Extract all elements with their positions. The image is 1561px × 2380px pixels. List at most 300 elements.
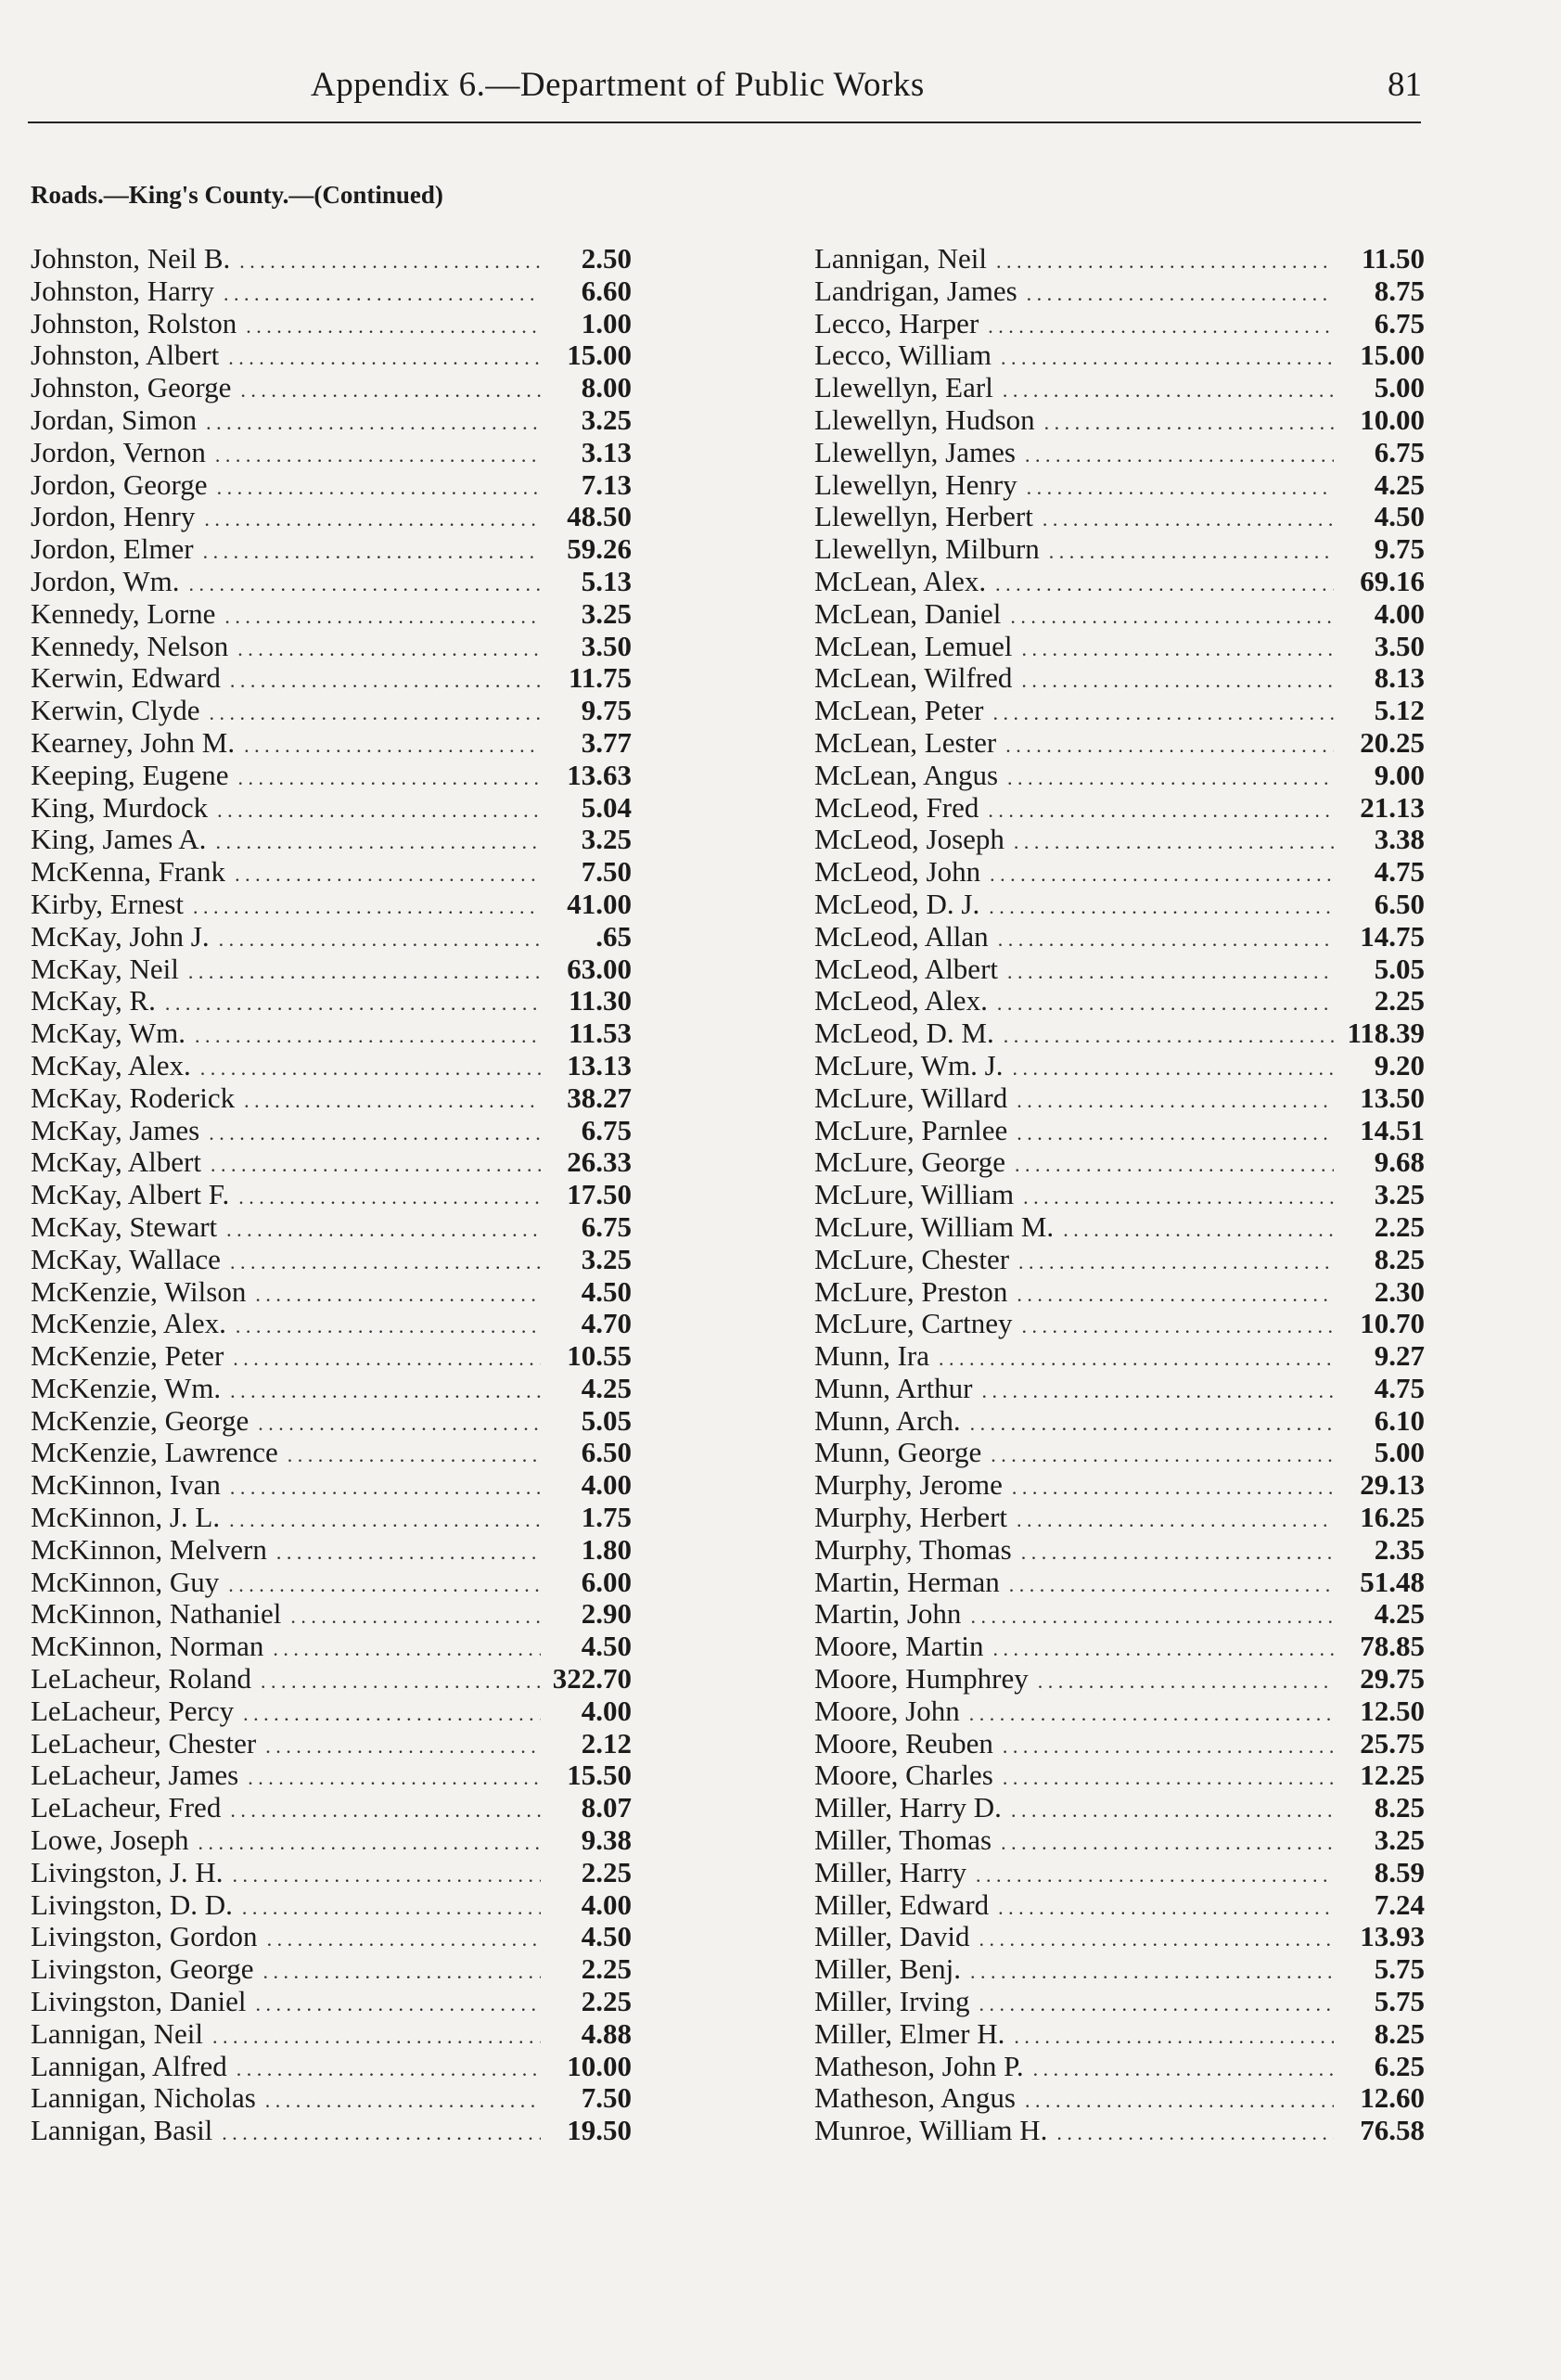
dot-leader	[244, 1082, 541, 1118]
entry-name: Martin, Herman	[814, 1565, 1000, 1598]
entry-name: Landrigan, James	[814, 274, 1017, 307]
dot-leader	[258, 1405, 541, 1440]
list-item	[814, 1534, 1425, 1567]
dot-leader	[1014, 2018, 1334, 2054]
dot-leader	[165, 985, 541, 1020]
entry-name: McKenzie, Wm.	[31, 1371, 222, 1404]
entry-name: King, Murdock	[31, 790, 209, 824]
entry-amount: 5.75	[1374, 1952, 1425, 1986]
entry-name: McLure, George	[814, 1145, 1006, 1179]
list-item	[814, 1050, 1425, 1082]
dot-leader	[210, 695, 541, 730]
entry-name: McLean, Wilfred	[814, 661, 1013, 695]
list-item	[814, 1405, 1425, 1438]
entry-name: McKay, Wm.	[31, 1017, 186, 1050]
entry-amount: 9.38	[581, 1823, 632, 1857]
entry-amount: 29.13	[1360, 1468, 1425, 1502]
list-item	[31, 985, 632, 1017]
entry-name: Miller, Edward	[814, 1887, 990, 1921]
entry-amount: 10.70	[1360, 1307, 1425, 1340]
list-item	[31, 921, 632, 953]
dot-leader	[1003, 1728, 1334, 1763]
dot-leader	[204, 501, 541, 536]
dot-leader	[215, 437, 541, 472]
entry-name: McKinnon, J. L.	[31, 1501, 221, 1534]
list-item	[31, 1115, 632, 1147]
dot-leader	[1044, 404, 1334, 440]
page-number: 81	[1388, 66, 1422, 104]
list-item	[31, 566, 632, 598]
dot-leader	[970, 1405, 1334, 1440]
entry-name: LeLacheur, Percy	[31, 1694, 235, 1727]
entry-amount: 11.30	[568, 984, 632, 1017]
dot-leader	[230, 662, 541, 697]
entry-name: King, James A.	[31, 823, 207, 856]
dot-leader	[215, 824, 541, 859]
entry-amount: 14.51	[1360, 1113, 1425, 1146]
entry-amount: 2.25	[581, 1985, 632, 2018]
dot-leader	[1025, 437, 1334, 472]
entry-amount: 17.50	[567, 1178, 632, 1211]
entry-amount: 3.50	[581, 629, 632, 662]
entry-amount: 6.75	[581, 1209, 632, 1243]
dot-leader	[996, 243, 1334, 278]
list-item	[31, 1437, 632, 1469]
entry-amount: 4.00	[581, 1887, 632, 1921]
entry-name: McLeod, John	[814, 855, 981, 889]
dot-leader	[230, 1244, 541, 1279]
entry-name: Jordon, Wm.	[31, 564, 180, 597]
entry-amount: 3.25	[581, 1242, 632, 1275]
dot-leader	[1021, 1308, 1334, 1343]
list-item	[814, 1437, 1425, 1469]
list-item	[814, 372, 1425, 404]
list-item	[31, 308, 632, 340]
list-item	[814, 921, 1425, 953]
entry-name: LeLacheur, Fred	[31, 1791, 222, 1824]
entry-name: LeLacheur, Chester	[31, 1726, 257, 1759]
entry-amount: 6.60	[581, 274, 632, 307]
dot-leader	[188, 566, 541, 601]
entry-name: Matheson, John P.	[814, 2049, 1024, 2082]
list-item	[31, 339, 632, 372]
dot-leader	[1003, 372, 1334, 407]
list-item	[814, 275, 1425, 308]
entry-amount: 4.00	[581, 1468, 632, 1502]
dot-leader	[255, 1276, 541, 1312]
list-item	[814, 1469, 1425, 1502]
entry-name: Munn, Arch.	[814, 1403, 961, 1437]
list-item	[814, 2051, 1425, 2083]
entry-name: Jordan, Simon	[31, 403, 198, 436]
list-item	[31, 1502, 632, 1534]
entry-name: McLean, Peter	[814, 694, 984, 727]
dot-leader	[1033, 2051, 1334, 2086]
entry-amount: 4.88	[581, 2016, 632, 2050]
dot-leader	[1007, 953, 1334, 989]
entry-amount: 4.70	[581, 1307, 632, 1340]
list-item	[814, 695, 1425, 727]
entry-name: McKenzie, Peter	[31, 1339, 224, 1373]
entry-name: Livingston, George	[31, 1952, 254, 1986]
dot-leader	[1027, 275, 1334, 311]
entry-name: Moore, John	[814, 1694, 960, 1727]
entry-name: Kirby, Ernest	[31, 887, 185, 920]
entry-name: Livingston, Daniel	[31, 1985, 247, 2018]
dot-leader	[267, 1921, 541, 1956]
dot-leader	[235, 856, 541, 891]
entry-name: Lannigan, Alfred	[31, 2049, 227, 2082]
list-item	[31, 1567, 632, 1599]
dot-leader	[1005, 727, 1334, 762]
entry-name: Munroe, William H.	[814, 2114, 1048, 2147]
entry-amount: 7.24	[1374, 1887, 1425, 1921]
entry-amount: 5.12	[1374, 694, 1425, 727]
list-item	[31, 1082, 632, 1115]
entry-amount: 8.25	[1374, 1791, 1425, 1824]
dot-leader	[1021, 631, 1334, 666]
list-item	[814, 2018, 1425, 2051]
entry-amount: 4.75	[1374, 1371, 1425, 1404]
list-item	[814, 1792, 1425, 1824]
dot-leader	[224, 275, 541, 311]
entry-name: Johnston, Neil B.	[31, 242, 231, 275]
dot-leader	[230, 1469, 541, 1504]
entry-amount: 41.00	[567, 887, 632, 920]
dot-leader	[1038, 1663, 1334, 1698]
list-item	[31, 1598, 632, 1631]
list-item	[814, 308, 1425, 340]
entry-amount: 6.75	[1374, 435, 1425, 468]
entry-amount: 3.50	[1374, 629, 1425, 662]
entry-name: Llewellyn, Milburn	[814, 532, 1040, 566]
entry-amount: 10.55	[567, 1339, 632, 1373]
entry-amount: 8.00	[581, 371, 632, 404]
dot-leader	[1021, 1534, 1334, 1569]
entry-name: Kennedy, Nelson	[31, 629, 229, 662]
entry-name: McLean, Lester	[814, 725, 997, 759]
dot-leader	[1056, 2115, 1334, 2150]
entry-name: Moore, Humphrey	[814, 1662, 1029, 1695]
entry-name: Kearney, John M.	[31, 725, 236, 759]
entry-name: McKenzie, George	[31, 1403, 250, 1437]
entry-name: Johnston, Albert	[31, 339, 220, 372]
entry-amount: 13.63	[567, 758, 632, 791]
dot-leader	[228, 1567, 541, 1602]
dot-leader	[265, 2082, 541, 2118]
entry-name: McLure, Willard	[814, 1081, 1008, 1114]
entry-amount: 6.00	[581, 1565, 632, 1598]
entry-amount: 3.25	[581, 596, 632, 630]
entry-amount: 10.00	[567, 2049, 632, 2082]
entry-amount: 76.58	[1360, 2114, 1425, 2147]
list-item	[814, 631, 1425, 663]
dot-leader	[1043, 501, 1334, 536]
entry-amount: 5.00	[1374, 371, 1425, 404]
entry-amount: 118.39	[1347, 1017, 1425, 1050]
dot-leader	[970, 1598, 1334, 1633]
list-item	[814, 1953, 1425, 1986]
dot-leader	[195, 1017, 541, 1053]
entry-name: McKay, Wallace	[31, 1242, 221, 1275]
list-item	[814, 501, 1425, 533]
entry-amount: 11.53	[568, 1017, 632, 1050]
dot-leader	[230, 1792, 541, 1827]
entry-amount: 2.25	[1374, 1209, 1425, 1243]
entry-name: LeLacheur, James	[31, 1759, 239, 1792]
list-item	[31, 1953, 632, 1986]
running-head: Appendix 6.—Department of Public Works	[311, 66, 925, 104]
entry-amount: 1.80	[581, 1532, 632, 1566]
dot-leader	[273, 1631, 541, 1666]
dot-leader	[230, 1373, 541, 1408]
entry-amount: 2.12	[581, 1726, 632, 1759]
entry-name: Jordon, Henry	[31, 500, 196, 533]
entry-name: McKay, James	[31, 1113, 200, 1146]
dot-leader	[1017, 1082, 1334, 1118]
entry-amount: 8.07	[581, 1791, 632, 1824]
entry-amount: 1.75	[581, 1501, 632, 1534]
entry-amount: 2.90	[581, 1597, 632, 1631]
entry-name: Munn, Arthur	[814, 1371, 973, 1404]
entry-amount: 6.75	[581, 1113, 632, 1146]
list-item	[31, 1824, 632, 1857]
entry-name: Munn, George	[814, 1436, 982, 1469]
entry-amount: 2.35	[1374, 1532, 1425, 1566]
entry-amount: 3.25	[581, 823, 632, 856]
entry-name: Keeping, Eugene	[31, 758, 229, 791]
dot-leader	[969, 1695, 1334, 1731]
entry-name: Miller, Harry	[814, 1855, 967, 1888]
list-item	[31, 662, 632, 695]
dot-leader	[240, 372, 541, 407]
dot-leader	[237, 760, 541, 795]
dot-leader	[237, 631, 541, 666]
entry-name: Lowe, Joseph	[31, 1823, 189, 1857]
entry-amount: 6.25	[1374, 2049, 1425, 2082]
entry-name: Martin, John	[814, 1597, 962, 1631]
list-item	[814, 1179, 1425, 1211]
dot-leader	[979, 1986, 1334, 2021]
list-item	[814, 1889, 1425, 1922]
entry-amount: 4.50	[581, 1920, 632, 1953]
list-item	[814, 1308, 1425, 1340]
list-item	[31, 404, 632, 437]
entry-amount: 59.26	[567, 532, 632, 566]
entry-amount: 6.50	[1374, 887, 1425, 920]
entry-name: McLure, Wm. J.	[814, 1048, 1004, 1081]
entry-amount: 69.16	[1360, 564, 1425, 597]
list-item	[814, 760, 1425, 792]
dot-leader	[233, 1857, 541, 1892]
entry-amount: 4.75	[1374, 855, 1425, 889]
entry-amount: 9.00	[1374, 758, 1425, 791]
dot-leader	[1012, 1469, 1334, 1504]
dot-leader	[288, 1437, 541, 1472]
entry-amount: 15.50	[567, 1759, 632, 1792]
dot-leader	[222, 2115, 541, 2150]
list-item	[814, 2115, 1425, 2147]
entry-name: McKay, Albert	[31, 1145, 201, 1179]
list-item	[31, 2115, 632, 2147]
entry-amount: 9.68	[1374, 1145, 1425, 1179]
list-item	[814, 1631, 1425, 1663]
entry-amount: 4.00	[581, 1694, 632, 1727]
list-item	[814, 1146, 1425, 1179]
dot-leader	[290, 1598, 541, 1633]
list-item	[814, 1759, 1425, 1792]
list-item	[814, 1728, 1425, 1760]
entry-name: McKenzie, Lawrence	[31, 1436, 278, 1469]
list-item	[814, 339, 1425, 372]
entry-name: McKay, Neil	[31, 952, 179, 985]
list-item	[814, 1244, 1425, 1276]
entry-amount: 12.50	[1360, 1694, 1425, 1727]
list-item	[31, 824, 632, 856]
entry-amount: 5.00	[1374, 1436, 1425, 1469]
entry-name: Munn, Ira	[814, 1339, 929, 1373]
list-item	[814, 727, 1425, 760]
entry-name: Miller, Thomas	[814, 1823, 992, 1857]
list-item	[31, 437, 632, 469]
list-item	[814, 598, 1425, 631]
entry-amount: 4.00	[1374, 596, 1425, 630]
list-item	[814, 662, 1425, 695]
entry-amount: 8.25	[1374, 2016, 1425, 2050]
entry-name: LeLacheur, Roland	[31, 1662, 252, 1695]
list-item	[814, 437, 1425, 469]
entry-amount: 10.00	[1360, 403, 1425, 436]
list-item	[31, 1986, 632, 2018]
list-item	[814, 856, 1425, 889]
entry-name: Kerwin, Edward	[31, 661, 221, 695]
entry-name: Kennedy, Lorne	[31, 596, 216, 630]
entry-amount: 63.00	[567, 952, 632, 985]
list-item	[31, 1179, 632, 1211]
dot-leader	[243, 1695, 541, 1731]
entry-name: McKenzie, Wilson	[31, 1274, 247, 1308]
dot-leader	[997, 985, 1334, 1020]
entry-name: McLure, Parnlee	[814, 1113, 1008, 1146]
list-item	[814, 1017, 1425, 1050]
entry-amount: 4.25	[1374, 1597, 1425, 1631]
list-item	[31, 1276, 632, 1309]
dot-leader	[992, 695, 1334, 730]
entry-name: Johnston, George	[31, 371, 232, 404]
entry-name: McKinnon, Norman	[31, 1630, 264, 1663]
dot-leader	[188, 953, 541, 989]
entry-amount: 21.13	[1360, 790, 1425, 824]
entry-name: McLeod, Fred	[814, 790, 979, 824]
entry-name: Johnston, Harry	[31, 274, 215, 307]
list-item	[31, 1050, 632, 1082]
list-item	[814, 1115, 1425, 1147]
dot-leader	[261, 1663, 541, 1698]
entry-name: McLeod, D. J.	[814, 887, 980, 920]
dot-leader	[193, 889, 541, 924]
list-item	[31, 856, 632, 889]
entry-name: Lannigan, Neil	[31, 2016, 203, 2050]
dot-leader	[248, 1759, 541, 1795]
entry-name: McLeod, Alex.	[814, 984, 988, 1017]
entry-amount: 19.50	[567, 2114, 632, 2147]
entry-name: McKenna, Frank	[31, 855, 226, 889]
dot-leader	[239, 243, 541, 278]
list-item	[814, 824, 1425, 856]
entry-name: McLure, Cartney	[814, 1307, 1013, 1340]
entry-name: Miller, Irving	[814, 1985, 970, 2018]
entry-amount: 5.75	[1374, 1985, 1425, 2018]
dot-leader	[228, 339, 541, 375]
dot-leader	[242, 1889, 541, 1925]
list-item	[814, 889, 1425, 921]
entry-name: McKay, John J.	[31, 919, 210, 953]
entry-name: Kerwin, Clyde	[31, 694, 200, 727]
dot-leader	[970, 1953, 1334, 1989]
list-item	[814, 1276, 1425, 1309]
dot-leader	[1017, 1276, 1334, 1312]
entry-amount: 4.50	[1374, 500, 1425, 533]
dot-leader	[217, 792, 541, 827]
list-item	[814, 1211, 1425, 1244]
dot-leader	[991, 1437, 1334, 1472]
dot-leader	[276, 1534, 541, 1569]
dot-leader	[1063, 1211, 1334, 1247]
dot-leader	[982, 1373, 1335, 1408]
list-item	[31, 1695, 632, 1728]
entry-name: Jordon, George	[31, 467, 208, 501]
entry-amount: 48.50	[567, 500, 632, 533]
dot-leader	[1027, 469, 1334, 505]
list-item	[31, 1728, 632, 1760]
list-item	[31, 1244, 632, 1276]
dot-leader	[212, 2018, 541, 2054]
entry-amount: 2.50	[581, 242, 632, 275]
entry-name: Miller, Benj.	[814, 1952, 962, 1986]
entry-name: McKay, Stewart	[31, 1209, 218, 1243]
dot-leader	[246, 308, 541, 343]
dot-leader	[236, 1308, 541, 1343]
entry-amount: 6.75	[1374, 306, 1425, 339]
list-item	[814, 1340, 1425, 1373]
entry-amount: 8.75	[1374, 274, 1425, 307]
entry-amount: 9.75	[1374, 532, 1425, 566]
list-item	[814, 1824, 1425, 1857]
dot-leader	[976, 1857, 1334, 1892]
list-item	[31, 1405, 632, 1438]
entry-amount: 9.75	[581, 694, 632, 727]
entry-amount: 26.33	[567, 1145, 632, 1179]
entry-name: McLean, Daniel	[814, 596, 1002, 630]
entry-name: McKinnon, Melvern	[31, 1532, 267, 1566]
entry-name: Lannigan, Basil	[31, 2114, 213, 2147]
dot-leader	[229, 1502, 541, 1537]
dot-leader	[1012, 1050, 1334, 1085]
entry-amount: 4.25	[1374, 467, 1425, 501]
entry-amount: 3.13	[581, 435, 632, 468]
entry-name: Livingston, D. D.	[31, 1887, 233, 1921]
list-item	[31, 372, 632, 404]
list-item	[31, 598, 632, 631]
entry-amount: 1.00	[581, 306, 632, 339]
dot-leader	[990, 856, 1334, 891]
entry-name: Miller, David	[814, 1920, 970, 1953]
dot-leader	[1017, 1502, 1334, 1537]
list-item	[31, 1534, 632, 1567]
dot-leader	[1007, 760, 1334, 795]
dot-leader	[1011, 1792, 1334, 1827]
dot-leader	[200, 1050, 541, 1085]
